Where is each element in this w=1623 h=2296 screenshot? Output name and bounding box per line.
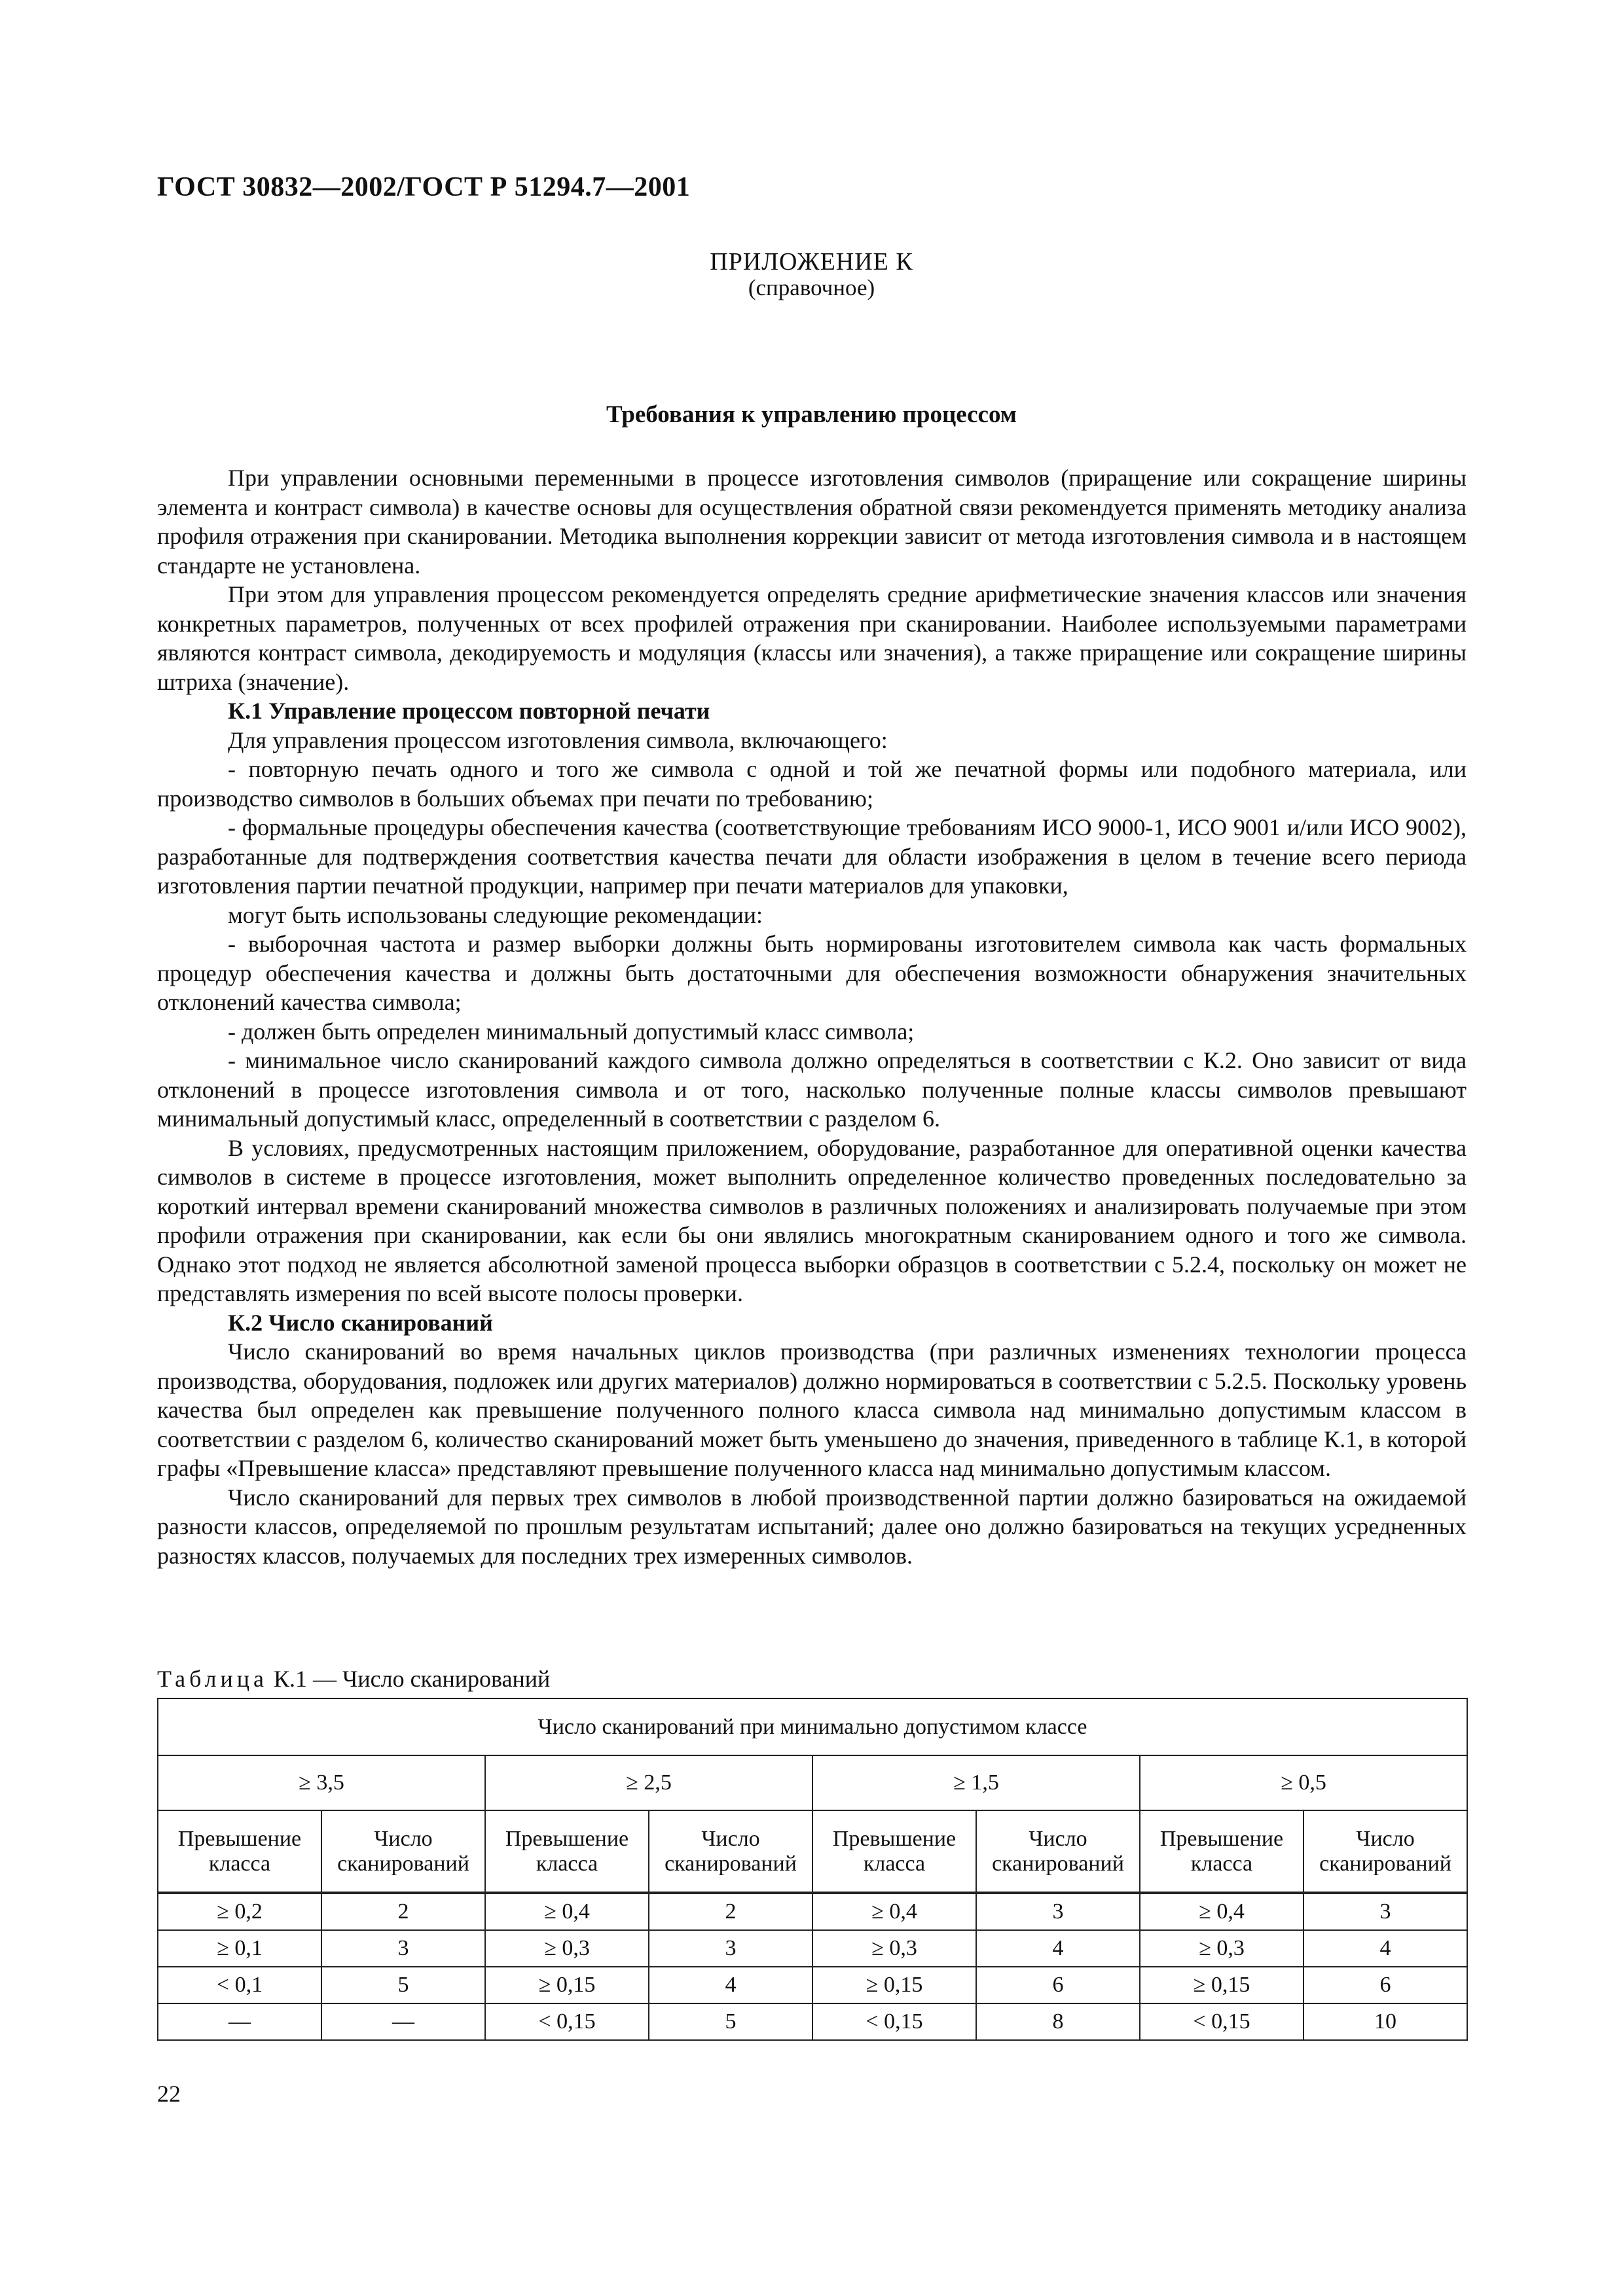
column-header-scans: Число сканирований (976, 1810, 1140, 1893)
subsection-heading-k1: К.1 Управление процессом повторной печати (228, 698, 710, 724)
column-header-scans: Число сканирований (321, 1810, 485, 1893)
table-cell: 3 (649, 1930, 812, 1967)
table-caption-word: Таблица (157, 1666, 268, 1692)
table-header-main: Число сканирований при минимально допустимом классе (158, 1698, 1467, 1755)
document-header: ГОСТ 30832—2002/ГОСТ Р 51294.7—2001 (157, 172, 691, 202)
table-caption-text: К.1 — Число сканирований (273, 1666, 551, 1692)
body-text (157, 463, 1467, 1570)
appendix-subtitle: (справочное) (748, 275, 875, 300)
table-cell: 3 (321, 1930, 485, 1967)
table-cell: < 0,15 (812, 2003, 976, 2040)
list-item: - выборочная частота и размер выборки должны быть нормированы изготовителем символа как часть формальных процедур обеспечения качества и должны быть достаточными для обеспечения возможности обнаружения значительных отклонений качества символа; (157, 931, 1467, 1015)
table-cell: 5 (321, 1967, 485, 2003)
table-cell: 4 (1304, 1930, 1467, 1967)
table-group-header: ≥ 2,5 (485, 1755, 812, 1810)
paragraph: Для управления процессом изготовления символа, включающего: (228, 726, 888, 753)
table-cell: 4 (976, 1930, 1140, 1967)
paragraph: В условиях, предусмотренных настоящим приложением, оборудование, разработанное для оперативной оценки качества символов в системе в процессе изготовления, может выполнить определенное количество проведенных последовательно за короткий интервал времени сканирований множества символов в различных положениях и анализировать получаемые при этом профили отражения при сканировании, как если бы они являлись многократным сканированием одного и того же символа. Однако этот подход не является абсолютной заменой процесса выборки образцов в соответствии с 5.2.4, поскольку он может не представлять измерения по всей высоте полосы проверки. (157, 1134, 1467, 1306)
column-header-scans: Число сканирований (649, 1810, 812, 1893)
page-number: 22 (157, 2081, 181, 2107)
table-row (158, 1893, 1467, 1930)
table-row (158, 2003, 1467, 2040)
scan-count-table (157, 1698, 1467, 2041)
table-row (158, 1930, 1467, 1967)
table-cell: — (321, 2003, 485, 2040)
table-cell: ≥ 0,3 (485, 1930, 649, 1967)
paragraph: могут быть использованы следующие рекомендации: (228, 901, 763, 928)
list-item: - должен быть определен минимальный допустимый класс символа; (228, 1018, 915, 1045)
table-group-header: ≥ 1,5 (812, 1755, 1140, 1810)
column-header-scans: Число сканирований (1304, 1810, 1467, 1893)
section-title: Требования к управлению процессом (606, 401, 1017, 428)
table-cell: ≥ 0,3 (812, 1930, 976, 1967)
table-cell: 6 (976, 1967, 1140, 2003)
table-cell: ≥ 0,4 (812, 1893, 976, 1930)
subsection-heading-k2: К.2 Число сканирований (228, 1309, 493, 1336)
table-cell: < 0,15 (1140, 2003, 1304, 2040)
table-cell: ≥ 0,15 (485, 1967, 649, 2003)
table-caption (157, 1665, 550, 1693)
table-cell: 2 (321, 1893, 485, 1930)
paragraph: Число сканирований во время начальных циклов производства (при различных изменениях технологии процесса производства, оборудования, подложек или других материалов) должно нормироваться в соответствии с 5.2.5. Поскольку уровень качества был определен как превышение полученного полного класса символа над минимально допустимым классом в соответствии с разделом 6, количество сканирований может быть уменьшено до значения, приведенного в таблице К.1, в которой графы «Превышение класса» представляют превышение полученного класса над минимально допустимым классом. (157, 1338, 1467, 1481)
table-cell: < 0,1 (158, 1967, 321, 2003)
paragraph: Число сканирований для первых трех символов в любой производственной партии должно базироваться на ожидаемой разности классов, определяемой по прошлым результатам испытаний; далее оно должно базироваться на текущих усредненных разностях классов, получаемых для последних трех измеренных символов. (157, 1484, 1467, 1569)
table-row (158, 1967, 1467, 2003)
table-cell: ≥ 0,4 (1140, 1893, 1304, 1930)
list-item: - минимальное число сканирований каждого символа должно определяться в соответствии с К.2. Оно зависит от вида отклонений в процессе изготовления символа и от того, насколько полученные полные классы символов превышают минимальный допустимый класс, определенный в соответствии с разделом 6. (157, 1047, 1467, 1132)
table-cell: ≥ 0,3 (1140, 1930, 1304, 1967)
table-cell: ≥ 0,15 (1140, 1967, 1304, 2003)
table-cell: ≥ 0,15 (812, 1967, 976, 2003)
table-cell: 2 (649, 1893, 812, 1930)
table-cell: 10 (1304, 2003, 1467, 2040)
table-cell: < 0,15 (485, 2003, 649, 2040)
paragraph: При управлении основными переменными в процессе изготовления символов (приращение или сокращение ширины элемента и контраст символа) в качестве основы для осуществления обратной связи рекомендуется применять методику анализа профиля отражения при сканировании. Методика выполнения коррекции зависит от метода изготовления символа и в настоящем стандарте не установлена. (157, 465, 1467, 579)
column-header-excess: Превышение класса (485, 1810, 649, 1893)
table-cell: ≥ 0,2 (158, 1893, 321, 1930)
list-item: - повторную печать одного и того же символа с одной и той же печатной формы или подобного материала, или производство символов в больших объемах при печати по требованию; (157, 756, 1467, 812)
table-cell: — (158, 2003, 321, 2040)
table-cell: ≥ 0,1 (158, 1930, 321, 1967)
table-cell: 3 (1304, 1893, 1467, 1930)
column-header-excess: Превышение класса (158, 1810, 321, 1893)
paragraph: При этом для управления процессом рекомендуется определять средние арифметические значения классов или значения конкретных параметров, полученных от всех профилей отражения при сканировании. Наиболее используемыми параметрами являются контраст символа, декодируемость и модуляция (классы или значения), а также приращение или сокращение ширины штриха (значение). (157, 581, 1467, 695)
table-cell: 6 (1304, 1967, 1467, 2003)
table-cell: 4 (649, 1967, 812, 2003)
table-cell: 3 (976, 1893, 1140, 1930)
column-header-excess: Превышение класса (1140, 1810, 1304, 1893)
list-item: - формальные процедуры обеспечения качества (соответствующие требованиям ИСО 9000-1, ИСО 9001 и/или ИСО 9002), разработанные для подтверждения соответствия качества печати для области изображения в целом в течение всего периода изготовления партии печатной продукции, например при печати материалов для упаковки, (157, 814, 1467, 899)
appendix-title: ПРИЛОЖЕНИЕ К (710, 248, 913, 276)
table-cell: 8 (976, 2003, 1140, 2040)
table-group-header: ≥ 3,5 (158, 1755, 485, 1810)
table-group-header: ≥ 0,5 (1140, 1755, 1467, 1810)
table-cell: 5 (649, 2003, 812, 2040)
table-cell: ≥ 0,4 (485, 1893, 649, 1930)
column-header-excess: Превышение класса (812, 1810, 976, 1893)
